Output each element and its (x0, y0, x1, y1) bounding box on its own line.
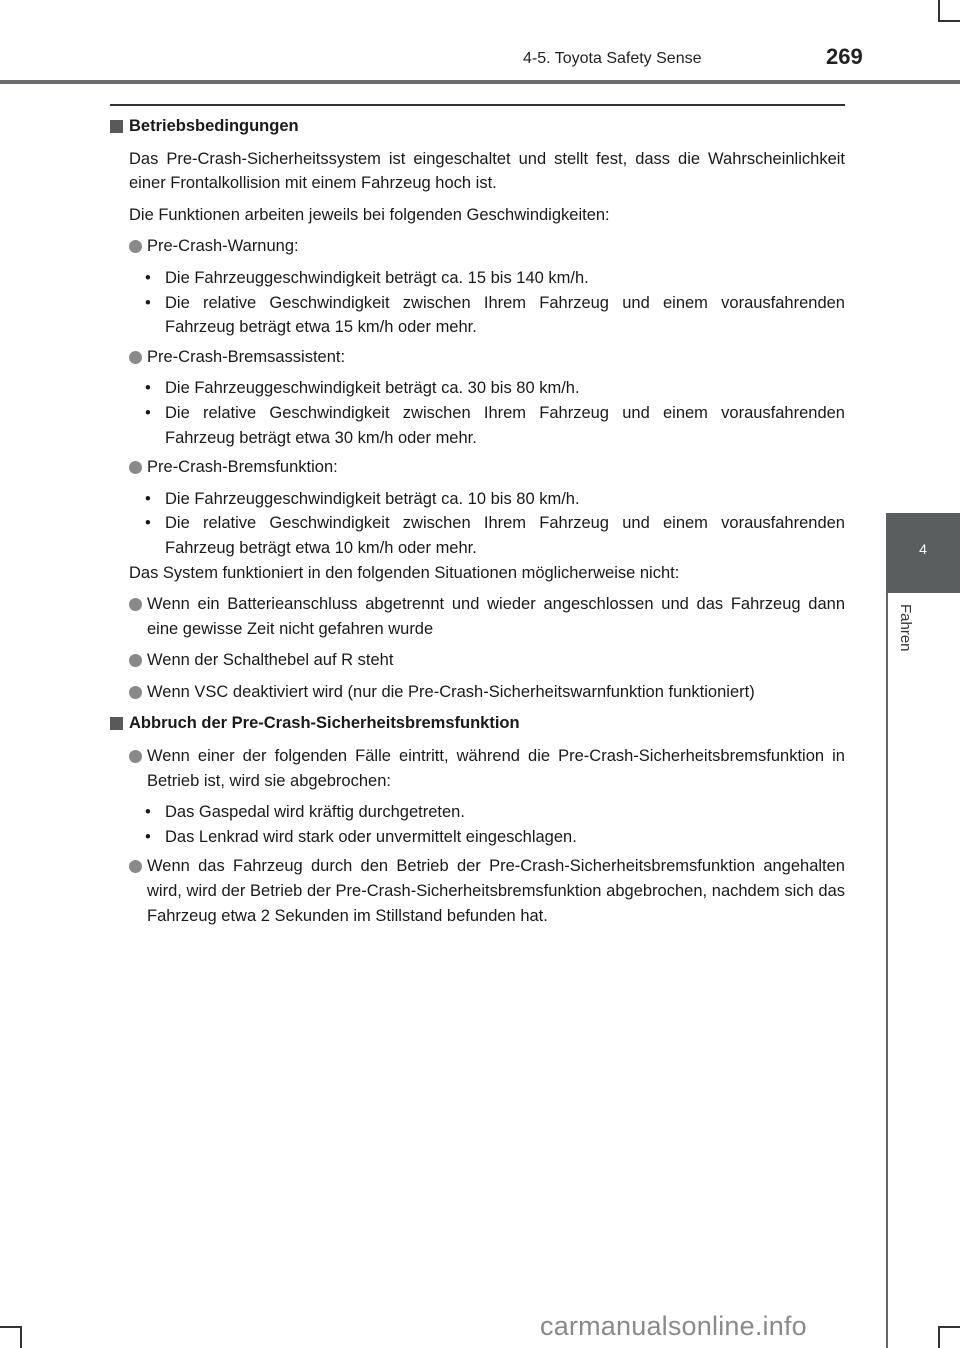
paragraph: Das Pre-Crash-Sicherheitssystem ist eingeschaltet und stellt fest, dass die Wahrscheinlichkeit einer Frontalkollision mit einem Fahrzeug hoch ist. (129, 149, 845, 193)
bullet-text: Pre-Crash-Warnung: (147, 237, 299, 256)
square-bullet-icon (110, 120, 123, 133)
sub-item-text: Das Lenkrad wird stark oder unvermittelt eingeschlagen. (165, 827, 577, 846)
watermark[interactable]: carmanualsonline.info (540, 1311, 807, 1341)
dot-icon: • (145, 803, 151, 822)
paragraph: Die Funktionen arbeiten jeweils bei folgenden Geschwindigkeiten: (129, 205, 610, 224)
sub-item-text: Die relative Geschwindigkeit zwischen Ihrem Fahrzeug und einem vorausfahrenden Fahrzeug beträgt etwa 10 km/h oder mehr. (165, 514, 845, 557)
sub-list-item (110, 401, 845, 450)
bullet-item (110, 455, 845, 480)
dot-icon: • (145, 514, 151, 533)
section-heading (110, 711, 845, 736)
side-divider (886, 593, 888, 1348)
sub-list (110, 800, 845, 849)
header-bar (0, 80, 960, 84)
crop-mark (938, 1326, 960, 1328)
sub-list (110, 487, 845, 561)
dot-icon: • (145, 379, 151, 398)
dot-icon: • (145, 827, 151, 846)
bullet-text: Wenn VSC deaktiviert wird (nur die Pre-Crash-Sicherheitswarnfunktion funktioniert) (147, 682, 755, 701)
bullet-item (110, 345, 845, 370)
bullet-item (110, 680, 845, 705)
sub-item-text: Die Fahrzeuggeschwindigkeit beträgt ca. 15 bis 140 km/h. (165, 268, 589, 287)
dot-icon: • (145, 268, 151, 287)
section-heading (110, 114, 845, 139)
sub-item-text: Die relative Geschwindigkeit zwischen Ihrem Fahrzeug und einem vorausfahrenden Fahrzeug beträgt etwa 15 km/h oder mehr. (165, 293, 845, 337)
sub-list (110, 266, 845, 340)
sub-item-text: Die Fahrzeuggeschwindigkeit beträgt ca. 30 bis 80 km/h. (165, 379, 580, 398)
circle-bullet-icon (129, 654, 142, 667)
bullet-text: Pre-Crash-Bremsassistent: (147, 347, 346, 366)
chapter-label: Fahren (897, 604, 914, 652)
sub-list (110, 376, 845, 450)
sub-list-item (110, 511, 845, 560)
heading-text: Abbruch der Pre-Crash-Sicherheitsbremsfunktion (129, 714, 520, 733)
circle-bullet-icon (129, 240, 142, 253)
bullet-text: Wenn der Schalthebel auf R steht (147, 651, 394, 670)
dot-icon: • (145, 489, 151, 508)
crop-mark (0, 1326, 22, 1328)
bullet-item (110, 854, 845, 928)
page-content (110, 114, 845, 935)
crop-mark (938, 0, 940, 22)
crop-mark (938, 20, 960, 22)
circle-bullet-icon (129, 461, 142, 474)
square-bullet-icon (110, 717, 123, 730)
chapter-tab[interactable] (886, 513, 960, 593)
circle-bullet-icon (129, 860, 142, 873)
circle-bullet-icon (129, 750, 142, 763)
sub-item-text: Die Fahrzeuggeschwindigkeit beträgt ca. 10 bis 80 km/h. (165, 489, 580, 508)
sub-list-item (110, 376, 845, 401)
header-section-title: 4-5. Toyota Safety Sense (523, 50, 702, 67)
crop-mark (20, 1326, 22, 1348)
sub-list-item (110, 266, 845, 291)
circle-bullet-icon (129, 686, 142, 699)
bullet-text: Pre-Crash-Bremsfunktion: (147, 458, 338, 477)
bullet-text: Wenn ein Batterieanschluss abgetrennt und wieder angeschlossen und das Fahrzeug dann eine gewisse Zeit nicht gefahren wurde (147, 595, 845, 638)
page-number: 269 (826, 44, 863, 69)
top-rule (110, 104, 845, 106)
sub-list-item (110, 825, 845, 850)
bullet-item (110, 744, 845, 793)
bullet-item (110, 234, 845, 259)
sub-item-text: Die relative Geschwindigkeit zwischen Ihrem Fahrzeug und einem vorausfahrenden Fahrzeug beträgt etwa 30 km/h oder mehr. (165, 403, 845, 447)
bullet-text: Wenn das Fahrzeug durch den Betrieb der Pre-Crash-Sicherheitsbremsfunktion angehalten wird, wird der Betrieb der Pre-Crash-Sicherheitsbremsfunktion abgebrochen, nachdem sich das Fahrzeug etwa 2 Sekunden im Stillstand befunden hat. (147, 857, 845, 925)
sub-list-item (110, 800, 845, 825)
bullet-text: Wenn einer der folgenden Fälle eintritt, während die Pre-Crash-Sicherheitsbremsfunktion in Betrieb ist, wird sie abgebrochen: (147, 747, 845, 790)
circle-bullet-icon (129, 598, 142, 611)
sub-list-item (110, 487, 845, 512)
circle-bullet-icon (129, 351, 142, 364)
paragraph: Das System funktioniert in den folgenden Situationen möglicherweise nicht: (129, 563, 680, 582)
dot-icon: • (145, 403, 151, 422)
bullet-item (110, 648, 845, 673)
crop-mark (938, 1326, 940, 1348)
sub-item-text: Das Gaspedal wird kräftig durchgetreten. (165, 803, 465, 822)
sub-list-item (110, 291, 845, 340)
bullet-item (110, 592, 845, 641)
chapter-number: 4 (919, 541, 927, 557)
heading-text: Betriebsbedingungen (129, 117, 299, 135)
dot-icon: • (145, 293, 151, 312)
